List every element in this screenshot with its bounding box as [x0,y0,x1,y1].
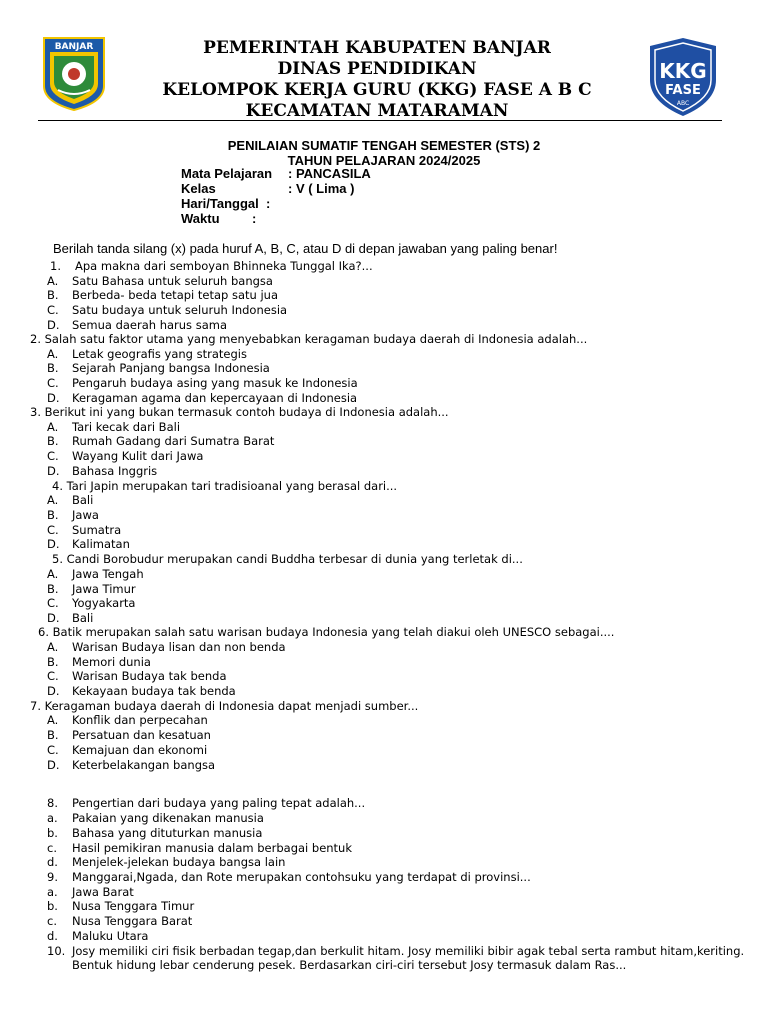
kkg-logo-text: KKG [659,59,707,83]
line-text: Pengaruh budaya asing yang masuk ke Indonesia [72,376,358,390]
kkg-fase-logo [646,36,720,118]
line-marker: B. [47,434,59,448]
line-text: Bahasa yang dituturkan manusia [72,826,263,840]
line-text: Hasil pemikiran manusia dalam berbagai bentuk [72,841,353,855]
line-text: Jawa Tengah [72,567,144,581]
line-marker: b. [47,826,58,840]
line-marker: c. [47,914,57,928]
line-text: 3. Berikut ini yang bukan termasuk contoh budaya di Indonesia adalah... [30,405,449,419]
field-value: : V ( Lima ) [288,181,355,196]
line-marker: A. [47,567,59,581]
line-text: Memori dunia [72,655,151,669]
banjar-crest-logo [42,36,106,112]
line-text: Warisan Budaya lisan dan non benda [72,640,286,654]
letterhead [38,34,726,124]
line-marker: D. [47,318,60,332]
line-marker: A. [47,713,59,727]
line-text: Sumatra [72,523,122,537]
line-text: Manggarai,Ngada, dan Rote merupakan contohsuku yang terdapat di provinsi... [72,870,531,884]
line-text: Rumah Gadang dari Sumatra Barat [72,434,275,448]
line-text: Satu budaya untuk seluruh Indonesia [72,303,288,317]
line-marker: D. [47,464,60,478]
line-marker: A. [47,493,59,507]
line-text: Jawa [72,508,99,522]
line-marker: A. [47,640,59,654]
line-text: Bali [72,611,94,625]
line-text: Jawa Timur [72,582,136,596]
crest-label: BANJAR [54,42,94,52]
line-marker: D. [47,684,60,698]
line-text: Keragaman agama dan kepercayaan di Indonesia [72,391,358,405]
line-text: Kekayaan budaya tak benda [72,684,236,698]
field-label: Waktu : [181,211,257,226]
letterhead-divider [38,120,722,121]
line-marker: B. [47,728,59,742]
line-text: Semua daerah harus sama [72,318,227,332]
letterhead-line-2: DINAS PENDIDIKAN [277,59,477,79]
line-text: Apa makna dari semboyan Bhinneka Tunggal Ika?... [75,259,373,273]
line-marker: b. [47,899,58,913]
line-text: Konflik dan perpecahan [72,713,208,727]
line-marker: A. [47,420,59,434]
line-text: Persatuan dan kesatuan [72,728,211,742]
line-text: Bali [72,493,94,507]
line-text: 6. Batik merupakan salah satu warisan budaya Indonesia yang telah diakui oleh UNESCO sebagai.... [38,625,615,639]
line-marker: C. [47,303,59,317]
line-text: Nusa Tenggara Barat [72,914,193,928]
line-marker: a. [47,811,58,825]
line-text: Keterbelakangan bangsa [72,758,216,772]
line-marker: C. [47,376,59,390]
line-text: Maluku Utara [72,929,149,943]
line-marker: A. [47,274,59,288]
line-marker: B. [47,288,59,302]
line-marker: C. [47,596,59,610]
line-marker: 9. [47,870,58,884]
kkg-logo-small: ABC [676,100,690,107]
letterhead-line-1: PEMERINTAH KABUPATEN BANJAR [203,38,551,58]
kkg-logo-sub: FASE [665,83,701,98]
instruction-text: Berilah tanda silang (x) pada huruf A, B, C, atau D di depan jawaban yang paling benar! [53,241,558,256]
line-marker: D. [47,537,60,551]
line-marker: C. [47,743,59,757]
line-marker: B. [47,655,59,669]
line-marker: d. [47,855,58,869]
line-text: Bentuk hidung lebar cenderung pesek. Berdasarkan ciri-ciri tersebut Josy termasuk dalam Ras... [72,958,627,972]
line-marker: B. [47,361,59,375]
line-marker: C. [47,449,59,463]
field-label: Hari/Tanggal : [181,196,271,211]
line-marker: B. [47,582,59,596]
line-marker: D. [47,611,60,625]
line-text: Satu Bahasa untuk seluruh bangsa [72,274,273,288]
line-text: Jawa Barat [72,885,134,899]
line-text: Pengertian dari budaya yang paling tepat adalah... [72,796,366,810]
line-text: Berbeda- beda tetapi tetap satu jua [72,288,279,302]
exam-title-2: TAHUN PELAJARAN 2024/2025 [287,153,481,168]
line-marker: C. [47,523,59,537]
letterhead-title [118,38,636,122]
line-marker: B. [47,508,59,522]
line-text: 2. Salah satu faktor utama yang menyebabkan keragaman budaya daerah di Indonesia adalah... [30,332,588,346]
line-marker: A. [47,347,59,361]
line-text: Kalimatan [72,537,130,551]
line-text: 5. Candi Borobudur merupakan candi Buddha terbesar di dunia yang terletak di... [52,552,523,566]
line-marker: d. [47,929,58,943]
field-label: Mata Pelajaran [181,166,273,181]
line-marker: 10. [47,944,66,958]
line-text: Pakaian yang dikenakan manusia [72,811,264,825]
line-text: Sejarah Panjang bangsa Indonesia [72,361,270,375]
line-marker: D. [47,758,60,772]
line-text: Letak geografis yang strategis [72,347,247,361]
line-text: Tari kecak dari Bali [72,420,181,434]
line-marker: D. [47,391,60,405]
line-marker: 8. [47,796,58,810]
line-text: Yogyakarta [72,596,136,610]
line-marker: 1. [50,259,61,273]
line-text: Warisan Budaya tak benda [72,669,227,683]
line-text: Nusa Tenggara Timur [72,899,195,913]
line-marker: a. [47,885,58,899]
line-marker: C. [47,669,59,683]
line-text: Josy memiliki ciri fisik berbadan tegap,dan berkulit hitam. Josy memiliki bibir agak tebal serta rambut hitam,keriting. [72,944,745,958]
field-value: : PANCASILA [288,166,371,181]
line-text: Menjelek-jelekan budaya bangsa lain [72,855,286,869]
line-text: Wayang Kulit dari Jawa [72,449,204,463]
field-label: Kelas [181,181,216,196]
line-text: 4. Tari Japin merupakan tari tradisioanal yang berasal dari... [52,479,398,493]
line-marker: c. [47,841,57,855]
letterhead-line-3: KELOMPOK KERJA GURU (KKG) FASE A B C [162,80,592,100]
letterhead-line-4: KECAMATAN MATARAMAN [245,101,509,121]
line-text: Kemajuan dan ekonomi [72,743,208,757]
exam-title-1: PENILAIAN SUMATIF TENGAH SEMESTER (STS) 2 [227,138,541,153]
line-text: 7. Keragaman budaya daerah di Indonesia dapat menjadi sumber... [30,699,419,713]
line-text: Bahasa Inggris [72,464,158,478]
